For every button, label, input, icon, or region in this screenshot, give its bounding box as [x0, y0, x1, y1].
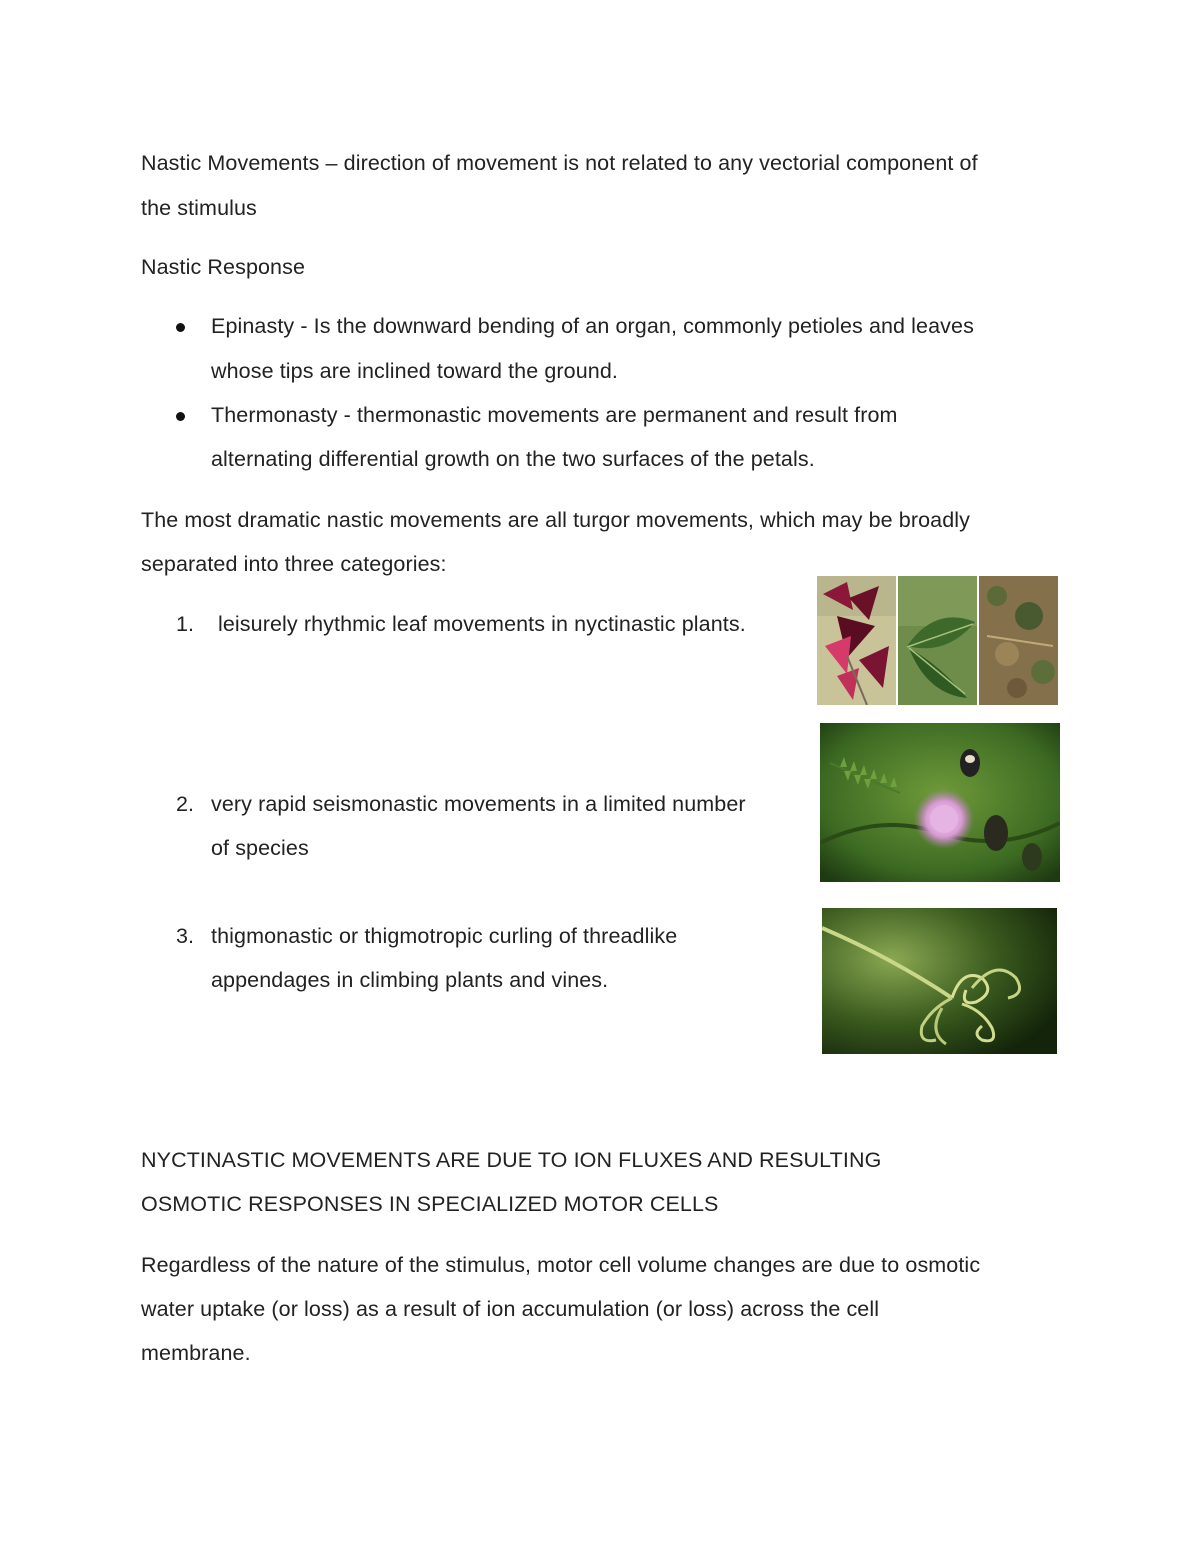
turgor-line-2: separated into three categories: [141, 552, 447, 576]
closing-line-1: Regardless of the nature of the stimulus, motor cell volume changes are due to osmotic [141, 1253, 981, 1277]
bullet-dot [176, 412, 185, 421]
list-number: 2. [176, 792, 194, 816]
section-heading-line-1: NYCTINASTIC MOVEMENTS ARE DUE TO ION FLUXES AND RESULTING [141, 1148, 882, 1172]
category-2-line-2: of species [211, 836, 309, 860]
tendril-curl-photo [822, 908, 1057, 1054]
bullet-epinasty-line-1: Epinasty - Is the downward bending of an organ, commonly petioles and leaves [211, 314, 974, 338]
category-3-line-2: appendages in climbing plants and vines. [211, 968, 609, 992]
bullet-thermonasty-line-1: Thermonasty - thermonastic movements are permanent and result from [211, 403, 898, 427]
nyctinastic-leaves-photo [817, 576, 1058, 705]
category-3-line-1: thigmonastic or thigmotropic curling of threadlike [211, 924, 678, 948]
intro-line-1: Nastic Movements – direction of movement is not related to any vectorial component of [141, 151, 978, 175]
section-heading-line-2: OSMOTIC RESPONSES IN SPECIALIZED MOTOR CELLS [141, 1192, 719, 1216]
category-2-line-1: very rapid seismonastic movements in a limited number [211, 792, 746, 816]
bullet-thermonasty-line-2: alternating differential growth on the two surfaces of the petals. [211, 447, 815, 471]
intro-line-2: the stimulus [141, 196, 257, 220]
nastic-response-heading: Nastic Response [141, 255, 306, 279]
mimosa-flower-photo [820, 723, 1060, 882]
category-1-line-1: leisurely rhythmic leaf movements in nyctinastic plants. [218, 612, 746, 636]
bullet-epinasty-line-2: whose tips are inclined toward the ground. [211, 359, 618, 383]
closing-line-2: water uptake (or loss) as a result of ion accumulation (or loss) across the cell [141, 1297, 880, 1321]
turgor-line-1: The most dramatic nastic movements are all turgor movements, which may be broadly [141, 508, 971, 532]
bullet-dot [176, 323, 185, 332]
list-number: 3. [176, 924, 194, 948]
list-number: 1. [176, 612, 194, 636]
closing-line-3: membrane. [141, 1341, 251, 1365]
